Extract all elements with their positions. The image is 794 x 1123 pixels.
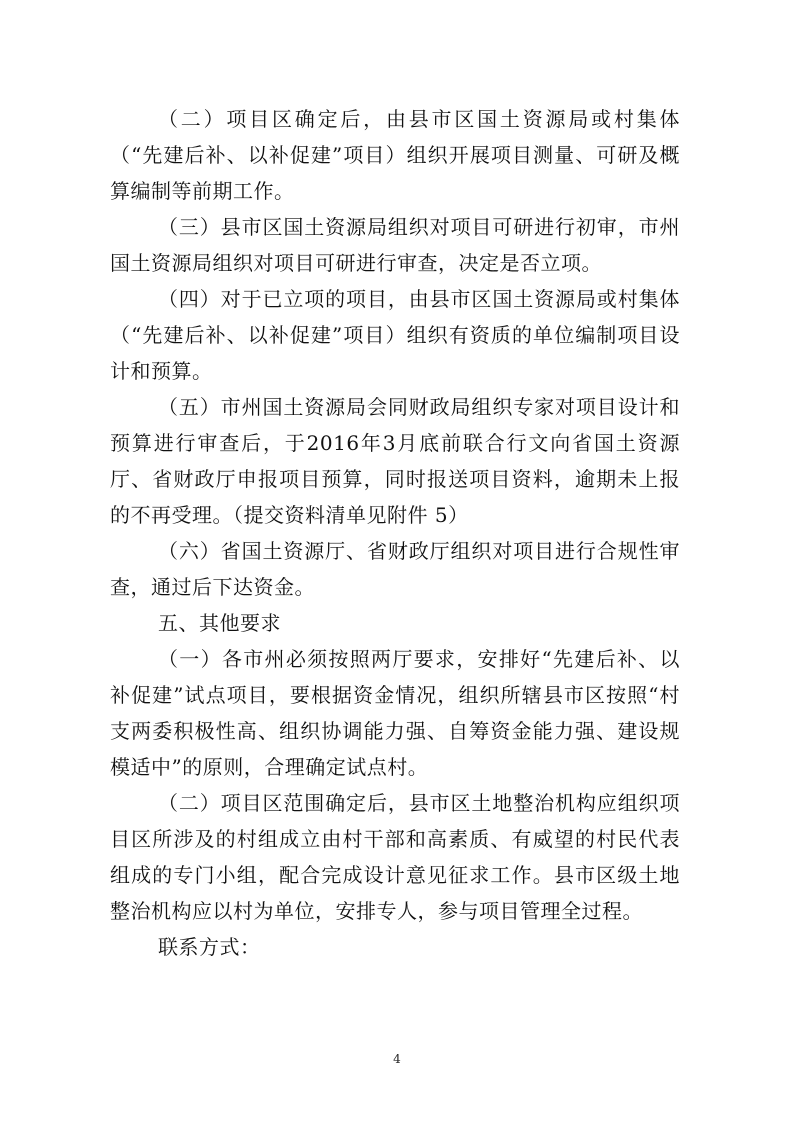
page-number: 4 [393,1052,401,1066]
requirement-item-1: （一）各市州必须按照两厅要求，安排好“先建后补、以补促建”试点项目，要根据资金情况，组织所辖县市区按照“村支两委积极性高、组织协调能力强、自筹资金能力强、建设规模适中”的原则，合理确定试点村。 [110,647,680,779]
paragraph-item-4: （四）对于已立项的项目，由县市区国土资源局或村集体（“先建后补、以补促建”项目）组织有资质的单位编制项目设计和预算。 [110,287,680,383]
paragraph-item-5: （五）市州国土资源局会同财政局组织专家对项目设计和预算进行审查后，于2016年3月底前联合行文向省国土资源厅、省财政厅申报项目预算，同时报送项目资料，逾期未上报的不再受理。（提交资料清单见附件 5） [110,395,680,527]
contact-info-label: 联系方式： [158,935,261,959]
requirement-item-2: （二）项目区范围确定后，县市区土地整治机构应组织项目区所涉及的村组成立由村干部和高素质、有威望的村民代表组成的专门小组，配合完成设计意见征求工作。县市区级土地整治机构应以村为单位，安排专人，参与项目管理全过程。 [110,791,680,923]
section-heading-other-requirements: 五、其他要求 [158,611,281,635]
document-body [110,101,680,965]
paragraph-item-6: （六）省国土资源厅、省财政厅组织对项目进行合规性审查，通过后下达资金。 [110,539,680,599]
paragraph-item-2: （二）项目区确定后，由县市区国土资源局或村集体（“先建后补、以补促建”项目）组织开展项目测量、可研及概算编制等前期工作。 [110,107,680,203]
paragraph-item-3: （三）县市区国土资源局组织对项目可研进行初审，市州国土资源局组织对项目可研进行审查，决定是否立项。 [110,215,680,275]
